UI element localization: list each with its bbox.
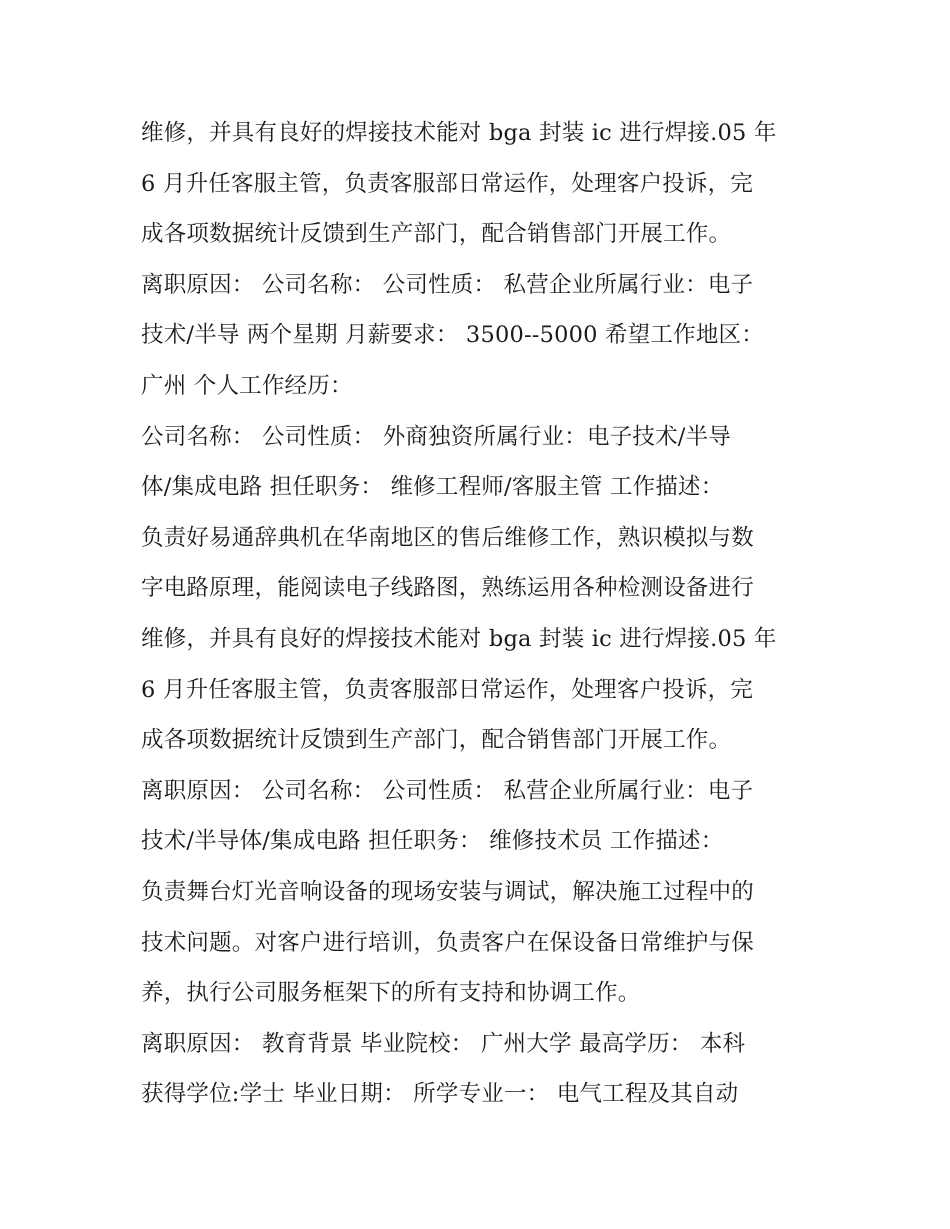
text-line: 技术问题。对客户进行培训，负责客户在保设备日常维护与保	[141, 929, 754, 956]
text-line: 养，执行公司服务框架下的所有支持和协调工作。	[141, 980, 641, 1007]
text-line: 体/集成电路 担任职务： 维修工程师/客服主管 工作描述：	[141, 474, 724, 501]
text-line: 离职原因： 公司名称： 公司性质： 私营企业所属行业：电子	[141, 777, 754, 804]
text-line: 维修，并具有良好的焊接技术能对 bga 封装 ic 进行焊接.05 年	[141, 120, 777, 146]
text-line: 成各项数据统计反馈到生产部门，配合销售部门开展工作。	[141, 221, 732, 248]
text-line: 离职原因： 教育背景 毕业院校： 广州大学 最高学历： 本科	[141, 1030, 746, 1057]
text-line: 维修，并具有良好的焊接技术能对 bga 封装 ic 进行焊接.05 年	[141, 625, 777, 652]
text-line: 6 月升任客服主管，负责客服部日常运作，处理客户投诉，完	[141, 676, 754, 703]
text-line: 负责舞台灯光音响设备的现场安装与调试，解决施工过程中的	[141, 878, 754, 905]
text-line: 负责好易通辞典机在华南地区的售后维修工作，熟识模拟与数	[141, 524, 754, 551]
text-line: 离职原因： 公司名称： 公司性质： 私营企业所属行业：电子	[141, 271, 754, 298]
text-line: 公司名称： 公司性质： 外商独资所属行业：电子技术/半导	[141, 423, 731, 450]
text-line: 字电路原理，能阅读电子线路图，熟练运用各种检测设备进行	[141, 575, 754, 602]
text-line: 技术/半导体/集成电路 担任职务： 维修技术员 工作描述：	[141, 828, 724, 855]
text-line: 成各项数据统计反馈到生产部门，配合销售部门开展工作。	[141, 727, 732, 754]
text-line: 获得学位:学士 毕业日期： 所学专业一： 电气工程及其自动	[141, 1081, 739, 1108]
text-line: 技术/半导 两个星期 月薪要求： 3500--5000 希望工作地区：	[141, 322, 764, 349]
text-line: 广州 个人工作经历：	[141, 372, 353, 399]
text-line: 6 月升任客服主管，负责客服部日常运作，处理客户投诉，完	[141, 170, 754, 197]
document-body	[141, 108, 841, 1120]
